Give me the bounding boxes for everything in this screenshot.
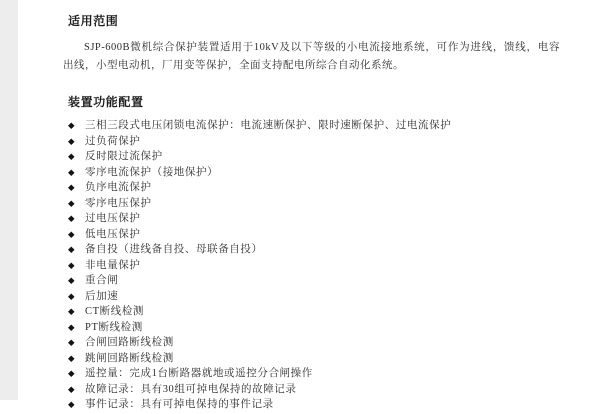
- diamond-bullet-icon: ◆: [68, 276, 76, 286]
- feature-list-item: [63, 273, 560, 289]
- feature-list-item: [63, 211, 560, 227]
- feature-list-item: [63, 134, 560, 150]
- scope-paragraph: SJP-600B微机综合保护装置适用于10kV及以下等级的小电流接地系统，可作为进线，馈线，电容出线，小型电动机，厂用变等保护，全面支持配电所综合自动化系统。: [63, 42, 560, 71]
- feature-list-item: [63, 227, 560, 243]
- feature-item-text: 非电量保护: [85, 259, 141, 271]
- feature-list-item: [63, 165, 560, 181]
- feature-item-text: 零序电流保护（接地保护）: [85, 166, 219, 178]
- scope-section-heading: 适用范围: [68, 14, 119, 28]
- feature-list-item: [63, 180, 560, 196]
- feature-item-text: 跳闸回路断线检测: [85, 352, 174, 364]
- feature-list-item: [63, 289, 560, 305]
- feature-list-item: [63, 118, 560, 134]
- diamond-bullet-icon: ◆: [68, 384, 76, 395]
- diamond-bullet-icon: ◆: [68, 136, 76, 147]
- feature-item-text: 故障记录：具有30组可掉电保持的故障记录: [85, 383, 297, 395]
- feature-item-text: 后加速: [85, 290, 119, 302]
- feature-list-item: [63, 242, 560, 258]
- feature-item-text: PT断线检测: [85, 321, 143, 333]
- diamond-bullet-icon: ◆: [68, 338, 76, 348]
- feature-list-item: [63, 196, 560, 212]
- feature-item-text: 备自投（进线备自投、母联备自投）: [85, 244, 263, 255]
- feature-list-item: [63, 149, 560, 165]
- feature-item-text: 反时限过流保护: [85, 151, 163, 162]
- feature-list-item: [63, 366, 560, 382]
- feature-item-text: 零序电压保护: [85, 197, 152, 209]
- feature-list-item-clipped: [63, 397, 560, 413]
- page-left-margin-strip: [0, 0, 18, 400]
- diamond-bullet-icon: ◆: [68, 121, 76, 131]
- feature-item-text: 三相三段式电压闭锁电流保护：电流速断保护、限时速断保护、过电流保护: [85, 120, 452, 131]
- feature-item-text: 过电压保护: [85, 213, 141, 224]
- diamond-bullet-icon: ◆: [68, 353, 76, 364]
- diamond-bullet-icon: ◆: [68, 400, 76, 410]
- feature-list-item: [63, 382, 560, 398]
- feature-list-item: [63, 335, 560, 351]
- feature-item-text: 合闸回路断线检测: [85, 337, 174, 348]
- feature-item-text-clipped: 事件记录：具有可掉电保持的事件记录: [85, 399, 274, 410]
- diamond-bullet-icon: ◆: [68, 369, 76, 379]
- diamond-bullet-icon: ◆: [68, 183, 76, 193]
- feature-list-item: [63, 304, 560, 320]
- diamond-bullet-icon: ◆: [68, 291, 76, 302]
- diamond-bullet-icon: ◆: [68, 229, 76, 240]
- diamond-bullet-icon: ◆: [68, 307, 76, 317]
- feature-list-item: [63, 258, 560, 274]
- diamond-bullet-icon: ◆: [68, 245, 76, 255]
- diamond-bullet-icon: ◆: [68, 214, 76, 224]
- diamond-bullet-icon: ◆: [68, 167, 76, 178]
- clipped-partial-row: [63, 397, 560, 413]
- diamond-bullet-icon: ◆: [68, 260, 76, 271]
- diamond-bullet-icon: ◆: [68, 152, 76, 162]
- features-section-heading: 装置功能配置: [68, 95, 144, 109]
- feature-list: [63, 118, 560, 397]
- feature-item-text: 过负荷保护: [85, 135, 141, 147]
- feature-item-text: 低电压保护: [85, 228, 141, 240]
- diamond-bullet-icon: ◆: [68, 198, 76, 209]
- feature-item-text: 负序电流保护: [85, 182, 152, 193]
- feature-list-item: [63, 351, 560, 367]
- feature-item-text: 重合闸: [85, 275, 119, 286]
- feature-item-text: 遥控量：完成1台断路器就地或遥控分合闸操作: [85, 368, 313, 379]
- diamond-bullet-icon: ◆: [68, 322, 76, 333]
- document-page: [63, 0, 560, 413]
- feature-list-item: [63, 320, 560, 336]
- feature-item-text: CT断线检测: [85, 306, 145, 317]
